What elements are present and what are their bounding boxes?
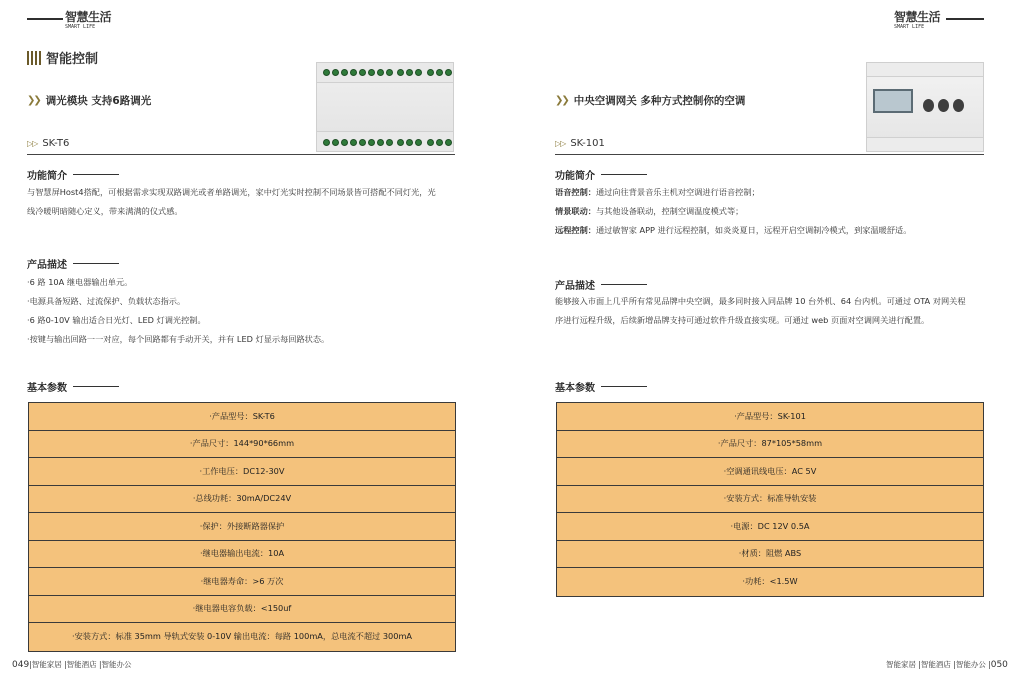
table-row: ·功耗：<1.5W [742,576,798,587]
right-model-rule [555,154,984,155]
table-row: ·安装方式：标准 35mm 导轨式安装 0-10V 输出电流：每路 100mA，总电流不超过 300mA [71,631,413,642]
left-params-table [28,402,456,652]
table-row: ·产品尺寸：144*90*66mm [29,431,455,459]
lcd-screen [873,89,913,113]
right-intro-text: 语音控制：通过向往背景音乐主机对空调进行语音控制； 情景联动：与其他设备联动，控制空调温度模式等； 远程控制：通过敏智家 APP 进行远程控制，如炎炎夏日，远程开启空调制冷模式，到家温暖舒适。 [555,187,912,235]
brand-logo-right: 智慧生活 SMART LIFE [894,10,941,30]
double-chevron-icon: ❯❯ [27,95,40,106]
left-desc-heading: 产品描述 [27,256,119,271]
table-row: ·空调通讯线电压：AC 5V [557,458,983,486]
brand-logo-left: 智慧生活 SMART LIFE [65,10,112,30]
left-params-heading: 基本参数 [27,379,119,394]
left-model-rule [27,154,455,155]
left-desc-text: ·6 路 10A 继电器输出单元。 ·电源具备短路、过流保护、负载状态指示。 ·6 路0-10V 输出适合日光灯、LED 灯调光控制。 ·按键与输出回路一一对应，每个回路都有手动开关，并有 LED 灯显示每回路状态。 [27,277,330,344]
right-params-heading: 基本参数 [555,379,647,394]
left-model: ▷▷ SK-T6 [27,138,70,149]
right-model: ▷▷ SK-101 [555,138,605,149]
right-params-table [556,402,984,597]
section-title: 智能控制 [27,48,98,67]
right-subtitle: ❯❯ 中央空调网关 多种方式控制你的空调 [555,95,746,107]
dimmer-module-image [316,62,454,152]
right-intro-heading: 功能简介 [555,167,647,182]
ac-gateway-image [866,62,984,152]
table-row: ·产品尺寸：87*105*58mm [557,431,983,459]
table-row: ·继电器电容负载：<150uf [29,596,455,624]
left-intro-text: 与智慧屏Host4搭配，可根据需求实现双路调光或者单路调光，家中灯光实时控制不同场景皆可搭配不同灯光，光 线冷暖明暗随心定义，带来满满的仪式感。 [27,187,436,216]
left-intro-heading: 功能简介 [27,167,119,182]
footer-left: 049|智能家居 |智能酒店 |智能办公 [12,660,132,670]
table-row: ·工作电压：DC12-30V [29,458,455,486]
top-rule-right [946,18,984,20]
right-desc-heading: 产品描述 [555,277,647,292]
double-triangle-icon: ▷▷ [555,139,566,148]
table-row: ·总线功耗：30mA/DC24V [29,486,455,514]
table-row: ·产品型号：SK-T6 [29,403,455,431]
table-row: ·电源：DC 12V 0.5A [557,513,983,541]
top-rule-left [27,18,63,20]
page-number-left: 049 [12,660,30,670]
footer-right: 智能家居 |智能酒店 |智能办公 |050 [886,660,1008,670]
table-row: ·继电器寿命：>6 万次 [29,568,455,596]
title-bars-icon [27,51,41,65]
page-number-right: 050 [990,660,1008,670]
table-row: ·继电器输出电流：10A [29,541,455,569]
double-triangle-icon: ▷▷ [27,139,38,148]
right-desc-text: 能够接入市面上几乎所有常见品牌中央空调，最多同时接入同品牌 10 台外机、64 台内机。可通过 OTA 对网关程 序进行远程升级，后续新增品牌支持可通过软件升级直接实现。可通过 web 页面对空调网关进行配置。 [555,296,966,325]
left-subtitle: ❯❯ 调光模块 支持6路调光 [27,95,152,107]
table-row: ·材质：阻燃 ABS [557,541,983,569]
table-row: ·安装方式：标准导轨安装 [557,486,983,514]
double-chevron-icon: ❯❯ [555,95,568,106]
table-row: ·保护：外接断路器保护 [29,513,455,541]
table-row: ·产品型号：SK-101 [557,403,983,431]
